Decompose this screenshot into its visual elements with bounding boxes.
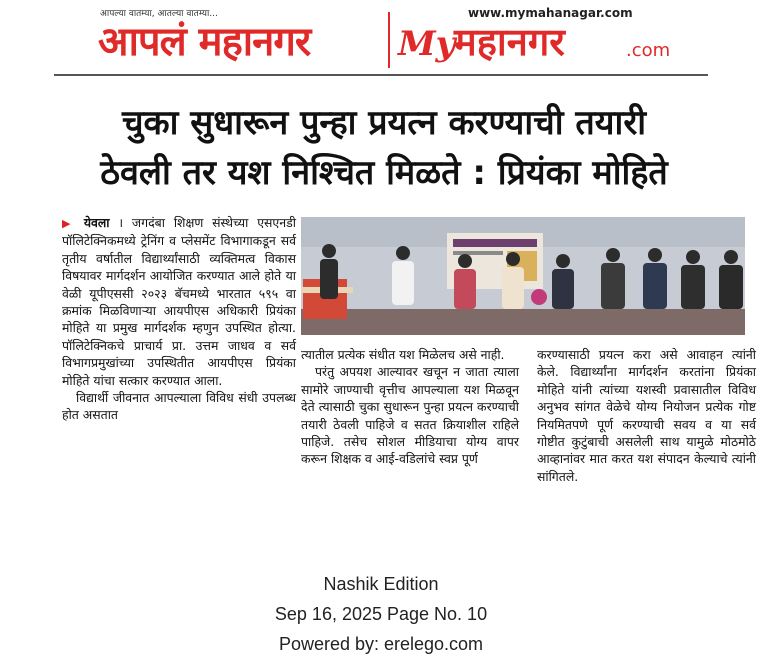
masthead-rule: [54, 74, 708, 76]
paragraph: विद्यार्थी जीवनात आपल्याला विविध संधी उपलब्ध होत असतात: [62, 390, 296, 423]
headline-line-2: ठेवली तर यश निश्चित मिळते : प्रियंका मोहिते: [100, 153, 668, 193]
date-page-label: Sep 16, 2025 Page No. 10: [274, 604, 488, 624]
masthead: [96, 4, 671, 70]
article-column-2: [301, 346, 519, 468]
event-photo: [301, 217, 745, 335]
paragraph: त्यातील प्रत्येक संधीत यश मिळेलच असे नाही.: [301, 347, 505, 362]
brand-divider: [388, 12, 390, 68]
headline-line-1: चुका सुधारून पुन्हा प्रयत्न करण्याची तयारी: [121, 103, 647, 143]
event-photo-image: [301, 217, 745, 335]
dateline: येवला: [83, 215, 110, 230]
paragraph-text: । जगदंबा शिक्षण संस्थेच्या एसएनडी पॉलिटेक्निकमध्ये ट्रेनिंग व प्लेसमेंट विभागाकडून सर्व तृतीय वर्षातील विद्यार्थ्यांसाठी व्यक्तिमत्व विकास विषयावर मार्गदर्शन आयोजित करण्यात आले होते या वेळी यूपीएससी २०२३ बॅचमध्ये भारतात ५९५ वा क्रमांक मिळविणाऱ्या आयपीएस अधिकारी प्रियंका मोहिते या प्रमुख मार्गदर्शक म्हणुन उपस्थित होत्या. पॉलिटेक्निकचे प्राचार्य प्रा. उत्तम जाधव व सर्व विभागप्रमुखांच्या उपस्थितीत आयपीएस प्रियंका मोहिते यांचा सत्कार करण्यात आला.: [62, 215, 296, 388]
masthead-tagline: आपल्या वातम्या, आतल्या वातम्या...: [100, 9, 218, 19]
dateline-marker-icon: ▶: [62, 217, 84, 230]
powered-by-label: Powered by: erelego.com: [278, 634, 484, 654]
brand-logo-my: My: [398, 24, 456, 64]
article-headline: [60, 98, 708, 198]
brand-logo-marathi: आपलं महानगर: [98, 19, 311, 65]
brand-logo-mahanagar: महानगर: [454, 20, 565, 64]
paragraph: [62, 214, 296, 389]
paragraph: परंतु अपयश आल्यावर खचून न जाता त्याला सामोरे जाण्याची वृत्तीच आपल्याला यश मिळवून देते त्यासाठी चुका सुधारून पुन्हा प्रयत्न करण्याची तयारी ठेवली पाहिजे व सतत क्रियाशील राहिले पाहिजे. तसेच सोशल मीडियाचा योग्य वापर करून शिक्षक व आई-वडिलांचे स्वप्न पूर्ण: [301, 364, 519, 467]
article-column-1: [62, 214, 296, 424]
website-url: www.mymahanagar.com: [468, 6, 633, 20]
edition-label: Nashik Edition: [323, 574, 439, 594]
article-column-3: [537, 346, 756, 485]
brand-logo-com: .com: [626, 40, 671, 61]
paragraph: करण्यासाठी प्रयत्न करा असे आवाहन त्यांनी केले. विद्यार्थ्यांना मार्गदर्शन करतांना प्रियंका मोहिते यांनी त्यांच्या यशस्वी प्रवासातील विविध अनुभव सांगत वेळेचे योग्य नियोजन प्रत्येक गोष्ट नियमितपणे पूर्ण करण्याची सवय व या सर्व गोष्टीत कुटुंबाची असलेली साथ यामुळे मोठमोठे आव्हानांवर मात करत यश संपादन केल्याचे त्यांनी सांगितले.: [537, 347, 756, 484]
